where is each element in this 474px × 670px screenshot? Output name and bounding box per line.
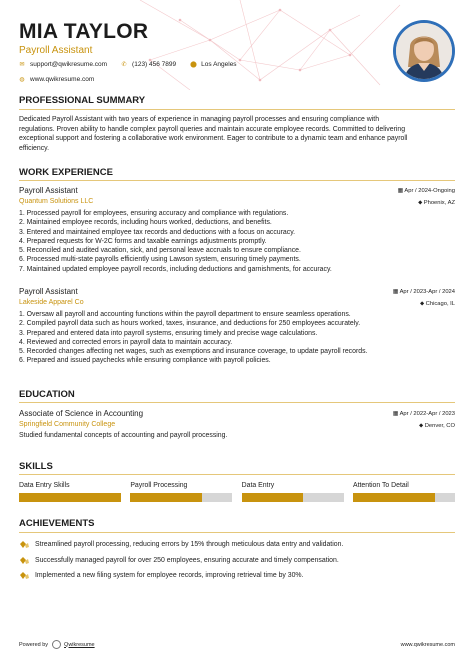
candidate-name: MIA TAYLOR [19,20,149,43]
experience-divider [19,180,455,181]
education-meta [393,409,455,433]
skill-bar-fill [353,493,435,502]
email-icon: ✉ [19,61,25,68]
skills-list [19,482,455,502]
list-item: 5. Reconciled and audited vacation, sick, and personal leave accruals to ensure compliance. [19,247,301,255]
skills-divider [19,474,455,475]
achievement-item [19,540,455,549]
skill-bar-fill [19,493,121,502]
phone-contact[interactable]: ✆ (123) 456 7899 [121,61,177,68]
job-company: Quantum Solutions LLC [19,198,94,205]
skill-bar [353,493,455,502]
skill-bar [242,493,344,502]
list-item: 4. Prepared requests for W-2C forms and taxable earnings adjustments promptly. [19,237,267,245]
experience-heading: WORK EXPERIENCE [19,167,113,178]
trophy-icon [19,540,30,549]
job-company: Lakeside Apparel Co [19,299,84,306]
phone-icon: ✆ [121,61,127,68]
website-contact[interactable]: ◍ www.qwikresume.com [19,76,95,83]
location-pin-icon: ⬥ [418,200,424,206]
email-contact[interactable]: ✉ support@qwikresume.com [19,61,108,68]
avatar-illustration [396,23,452,79]
education-divider [19,402,455,403]
list-item: 7. Maintained updated employee payroll records, including deductions and garnishments, for accuracy. [19,265,332,273]
list-item: 5. Recorded changes affecting net wages, such as exemptions and insurance coverage, to update payroll records. [19,348,368,356]
job-location: Phoenix, AZ [423,200,455,206]
education-description: Studied fundamental concepts of accounting and payroll processing. [19,432,228,439]
location-pin-icon: ⬥ [420,301,426,307]
education-heading: EDUCATION [19,389,75,400]
skill-label: Data Entry [241,482,275,489]
job-dates: Apr / 2023-Apr / 2024 [399,289,455,295]
job-location: Chicago, IL [425,301,455,307]
resume-header [19,20,148,56]
achievement-item [19,556,455,565]
job-bullets [19,310,455,366]
skills-heading: SKILLS [19,461,53,472]
list-item: 6. Prepared and issued paychecks while ensuring compliance with payroll policies. [19,357,271,365]
degree-title: Associate of Science in Accounting [19,409,144,418]
achievement-text: Streamlined payroll processing, reducing errors by 15% through meticulous data entry and validation. [35,541,344,548]
calendar-icon: ▦ [397,188,405,194]
list-item: 2. Maintained employee records, including hours worked, deductions, and benefits. [19,219,272,227]
skill-bar [130,493,232,502]
list-item: 4. Reviewed and corrected errors in payroll data to maintain accuracy. [19,338,233,346]
list-item: 1. Oversaw all payroll and accounting functions within the payroll department to ensure seamless operations. [19,311,351,318]
globe-icon: ◍ [19,76,25,83]
list-item: 6. Processed multi-state payrolls efficiently using Lawson system, ensuring timely payments. [19,256,301,264]
job-meta [398,186,455,210]
skill-bar-fill [242,493,303,502]
summary-divider [19,109,455,110]
school-name: Springfield Community College [19,421,116,428]
achievement-item [19,571,455,580]
job-title: Payroll Assistant [19,186,78,195]
job-meta [393,287,455,311]
skill-item [242,482,344,502]
skill-label: Attention To Detail [352,482,409,489]
powered-by-label: Powered by [19,641,49,648]
profile-photo [393,20,455,82]
skill-label: Data Entry Skills [19,482,70,489]
contact-info [19,58,251,86]
job-bullets [19,209,455,274]
candidate-role: Payroll Assistant [19,45,93,56]
job-dates: Apr / 2024-Ongoing [404,188,455,194]
brand-link[interactable]: Qwikresume [64,641,95,648]
calendar-icon: ▦ [392,411,400,417]
skill-item [19,482,121,502]
skill-item [130,482,232,502]
location-pin-icon: ⬥ [419,423,425,429]
experience-entry-2 [19,287,455,366]
location-contact: ⬤ Los Angeles [190,61,237,68]
experience-entry-1 [19,186,455,274]
trophy-icon [19,571,30,580]
powered-by [19,640,95,649]
achievement-text: Successfully managed payroll for over 250 employees, ensuring accurate and timely compensation. [35,557,339,564]
education-location: Denver, CO [424,423,455,429]
education-dates: Apr / 2022-Apr / 2023 [399,411,455,417]
job-title: Payroll Assistant [19,287,78,296]
footer-url[interactable]: www.qwikresume.com [400,641,455,648]
skill-label: Payroll Processing [130,482,188,489]
skill-bar-fill [130,493,201,502]
achievement-text: Implemented a new filing system for employee records, improving retrieval time by 30%. [35,572,304,579]
location-pin-icon: ⬤ [190,61,197,68]
education-entry [19,409,455,439]
summary-text: Dedicated Payroll Assistant with two years of experience in managing payroll processes and ensuring compliance with regulations. Proven ability to handle complex payroll queries and maintain accurate employee records. Committed to delivering exceptional support and fostering a collaborative work environment. Eager to contribute to a dynamic team and enhance payroll efficiency. [19,116,408,152]
calendar-icon: ▦ [392,289,400,295]
qwikresume-logo-icon [52,640,61,649]
achievements-heading: ACHIEVEMENTS [19,518,95,529]
skill-bar [19,493,121,502]
list-item: 2. Compiled payroll data such as hours worked, taxes, insurance, and deductions for 250 employees accurately. [19,320,361,328]
page-footer [19,640,455,649]
list-item: 3. Entered and maintained employee tax records and deductions with a focus on accuracy. [19,228,296,236]
summary-heading: PROFESSIONAL SUMMARY [19,95,146,106]
list-item: 1. Processed payroll for employees, ensuring accuracy and compliance with regulations. [19,210,289,217]
skill-item [353,482,455,502]
achievements-divider [19,532,455,533]
trophy-icon [19,556,30,565]
list-item: 3. Prepared and entered data into payroll systems, ensuring timely and precise wage calculations. [19,329,318,337]
